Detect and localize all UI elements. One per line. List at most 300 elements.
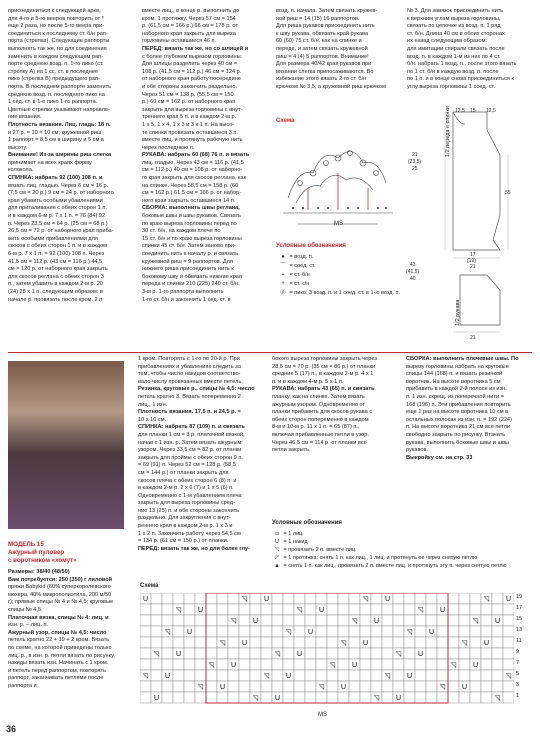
chart-cell bbox=[349, 692, 360, 703]
chart-cell bbox=[206, 637, 217, 648]
decrease-symbol: ◹ bbox=[395, 651, 402, 658]
row-number: 17 bbox=[516, 605, 523, 611]
bottom-column-2 bbox=[138, 356, 266, 562]
chart-cell bbox=[382, 604, 393, 615]
text-line: 30 ст. б/н, на каждом плече по bbox=[142, 228, 221, 235]
chart-cell bbox=[503, 659, 514, 670]
chart-cell bbox=[217, 626, 228, 637]
chart-cell bbox=[140, 637, 151, 648]
chart-cell bbox=[140, 692, 151, 703]
chart-cell bbox=[503, 615, 514, 626]
legend-item bbox=[272, 546, 532, 554]
chart-cell bbox=[371, 670, 382, 681]
chart-cell bbox=[305, 681, 316, 692]
model-number: МОДЕЛЬ 15 bbox=[8, 541, 44, 548]
chart-cell bbox=[327, 637, 338, 648]
text-line: планки прибавить для скосов рукава с bbox=[272, 409, 373, 416]
dim-side-3: 25 bbox=[412, 166, 418, 172]
sleeve-label: 1/2 рукава bbox=[455, 299, 461, 326]
text-line: переде, и затем связать кружевной bbox=[276, 45, 368, 52]
chart-cell bbox=[283, 604, 294, 615]
chart-cell bbox=[162, 593, 173, 604]
row-number: 19 bbox=[516, 594, 523, 600]
text-line: скосов с обеих сторон 1 п. и в каждом bbox=[8, 243, 108, 250]
dim-width-1: 17 bbox=[470, 252, 476, 258]
chart-cell bbox=[283, 681, 294, 692]
text-line: нижнего риша присоединить нить к bbox=[142, 266, 234, 273]
yarn-over-symbol: U bbox=[274, 695, 281, 702]
chart-cell bbox=[294, 692, 305, 703]
yarn-over-symbol: U bbox=[307, 629, 314, 636]
text-line: возд. п. в каждом 1-м из них по 4 ст. bbox=[407, 53, 501, 60]
chart-cell bbox=[294, 593, 305, 604]
dim-top-1: 12,5 bbox=[455, 108, 465, 114]
chart-cell bbox=[239, 692, 250, 703]
legend-text: = снять 1 п. как лиц., провязать 2 п. вместе лиц. и протянуть эту п. через снятую петлю bbox=[282, 563, 507, 569]
text-line: лиц. гладью. Через 43 см = 116 р. (41,5 bbox=[142, 159, 244, 166]
chart-cell bbox=[272, 670, 283, 681]
chart-cell bbox=[206, 681, 217, 692]
decrease-symbol: ◹ bbox=[318, 684, 325, 691]
chart-cell bbox=[283, 615, 294, 626]
text-line: возд. п. начала. Затем связать кружев- bbox=[276, 8, 378, 14]
decrease-symbol: ◹ bbox=[241, 596, 248, 603]
yarn-over-symbol: U bbox=[494, 618, 501, 625]
chart-cell bbox=[327, 626, 338, 637]
chart-cell bbox=[294, 615, 305, 626]
text-line: скосов плеча с обеих сторон 6 (8) п. и bbox=[138, 477, 237, 484]
bottom-column-4 bbox=[406, 356, 532, 468]
decrease-symbol: ◹ bbox=[252, 695, 259, 702]
text-line: бокого выреза горловины закрыть через bbox=[272, 356, 377, 362]
crochet-scheme bbox=[278, 128, 398, 233]
text-line: закрыть для выреза горловины с внут- bbox=[142, 106, 243, 113]
chart-cell bbox=[195, 648, 206, 659]
text-line: 3-м р. 1-го раппорта выполнить bbox=[142, 288, 224, 295]
chart-cell bbox=[470, 604, 481, 615]
chart-cell bbox=[228, 692, 239, 703]
text-line: через последнюю п. bbox=[142, 144, 195, 151]
yarn-over-symbol: U bbox=[472, 662, 479, 669]
text-line: Плотность вязания. 17,5 п. и 24,5 р. = bbox=[138, 409, 241, 416]
chart-cell bbox=[316, 626, 327, 637]
legend-text: = пико: 3 возд. п. и 1 соед. ст. в 1-ю возд. п. bbox=[288, 290, 401, 296]
chart-cell bbox=[360, 670, 371, 681]
text-line: см = 112 р.) 40 см = 108 р. от наборно- bbox=[142, 167, 243, 174]
text-line: связать по цепочке из возд. п. 1 ряд bbox=[407, 23, 501, 30]
text-line: рукавов. bbox=[406, 447, 429, 454]
text-line: ного края закрыть оставшиеся 14 п. bbox=[142, 197, 236, 204]
text-line: петель кратно 22 + 19 + 2 кром. Вязать bbox=[8, 637, 110, 644]
chart-cell bbox=[360, 659, 371, 670]
text-line: пико (стрелка В) предыдущего рап- bbox=[8, 76, 101, 83]
text-line: вместе лиц. и протянуть рабочую нить bbox=[142, 137, 243, 144]
yarn-over-symbol: U bbox=[296, 651, 303, 658]
chart-cell bbox=[448, 615, 459, 626]
dim-sleeve-bottom: 21 bbox=[470, 335, 476, 341]
chart-cell bbox=[151, 604, 162, 615]
chart-cell bbox=[140, 659, 151, 670]
chart-cell bbox=[151, 593, 162, 604]
text-line: на спинке. Через 58,5 см = 158 р. (60 bbox=[142, 182, 239, 189]
chart-cell bbox=[338, 626, 349, 637]
chart-cell bbox=[437, 615, 448, 626]
dim-body-3: 40 bbox=[410, 276, 416, 282]
chart-cell bbox=[250, 637, 261, 648]
decrease-symbol: ◹ bbox=[505, 673, 512, 680]
chart-cell bbox=[481, 681, 492, 692]
chart-cell bbox=[481, 626, 492, 637]
chart-cell bbox=[404, 659, 415, 670]
text-line: реннего края в каждом 2-м р. 1 х 3 и bbox=[138, 523, 233, 530]
text-line: кружевной риш = 9 раппортов. Для bbox=[142, 258, 233, 265]
chart-cell bbox=[448, 593, 459, 604]
text-line: Для шлицы разделить через 40 см = bbox=[142, 61, 237, 68]
legend-text: = возд. п. bbox=[288, 254, 314, 260]
chart-cell bbox=[173, 692, 184, 703]
text-line: по схеме, на которой приведены только bbox=[8, 644, 112, 651]
legend-item bbox=[278, 253, 403, 262]
chart-cell bbox=[184, 659, 195, 670]
text-line: ПЕРЕД: вязать так же, но для более глу- bbox=[138, 545, 251, 552]
yarn-over-symbol: U bbox=[362, 640, 369, 647]
row-number: 5 bbox=[516, 671, 520, 677]
chart-cell bbox=[327, 615, 338, 626]
chart-cell bbox=[415, 692, 426, 703]
chart-cell bbox=[217, 670, 228, 681]
yarn-over-symbol: U bbox=[461, 684, 468, 691]
text-line: пряжи Babykid (60% суперкоролевского bbox=[8, 584, 111, 591]
yarn-over-symbol: U bbox=[373, 618, 380, 625]
chart-cell bbox=[195, 615, 206, 626]
chart-cell bbox=[294, 681, 305, 692]
decrease-symbol: ◹ bbox=[351, 618, 358, 625]
chart-cell bbox=[239, 615, 250, 626]
text-line: в каждом 2-м р. 2 х 6 (7) и 1 х 5 (6) п. bbox=[138, 485, 234, 492]
chart-cell bbox=[437, 670, 448, 681]
chart-cell bbox=[426, 615, 437, 626]
decrease-symbol: ◹ bbox=[274, 651, 281, 658]
chart-cell bbox=[272, 659, 283, 670]
text-line: Внимание! Из-за ширины риш слегка bbox=[8, 152, 112, 159]
chart-cell bbox=[305, 637, 316, 648]
chart-cell bbox=[459, 604, 470, 615]
text-line: порта. В последнем раппорте заменить bbox=[8, 83, 112, 90]
chart-cell bbox=[261, 604, 272, 615]
chart-cell bbox=[426, 637, 437, 648]
text-line: 10 х 10 см. bbox=[138, 416, 167, 423]
text-line: избежание этого вязать 2-го ст. б/н bbox=[276, 76, 367, 83]
chart-cell bbox=[404, 648, 415, 659]
legend-item bbox=[272, 562, 532, 570]
top-scheme-ms-label: MS bbox=[334, 221, 343, 227]
bottom-column-3 bbox=[272, 356, 400, 466]
text-line: (7,5 см = 20 р.) 9 см = 24 р. от наборного bbox=[8, 190, 114, 197]
text-line: прибавить в каждой 2-й полосе из изн. bbox=[406, 386, 507, 393]
chart-cell bbox=[492, 648, 503, 659]
text-line: 41,5 см = 112 р. (43 см = 116 р.) 44,5 bbox=[8, 258, 103, 265]
chart-cell bbox=[415, 615, 426, 626]
text-line: раппорт, заканчивать петлями после bbox=[8, 675, 104, 682]
sizes-line: Размеры: 38/40 (48/50) bbox=[8, 569, 70, 575]
chart-cell bbox=[459, 626, 470, 637]
text-line: г); прямые спицы № 4 и № 4,5; круговые bbox=[8, 599, 114, 606]
chart-cell bbox=[228, 648, 239, 659]
chart-cell bbox=[162, 615, 173, 626]
text-line: вало числу провязанных вместе петель. bbox=[138, 378, 243, 385]
text-line: стрелку А) на 1 сс. ст. в последнее bbox=[8, 68, 98, 75]
chart-cell bbox=[393, 670, 404, 681]
chart-cell bbox=[140, 604, 151, 615]
legend-symbol: ● bbox=[281, 254, 285, 260]
text-line: начав с 1 изн. р. Затем вязать ажурным bbox=[138, 439, 242, 446]
text-line: порта (стрелка). Следующие раппорты bbox=[8, 38, 110, 45]
row-number: 9 bbox=[516, 649, 520, 655]
legend-symbol: + bbox=[281, 272, 285, 278]
text-line: переда и спинки 210 (225) 240 ст. б/н. bbox=[142, 281, 240, 288]
chart-cell bbox=[140, 648, 151, 659]
text-line: спицы № 4,5. bbox=[8, 606, 43, 613]
text-line: п., затем убавить в каждом 2-м р. 20 bbox=[8, 281, 103, 288]
chart-cell bbox=[360, 604, 371, 615]
chart-cell bbox=[382, 692, 393, 703]
yarn-over-symbol: U bbox=[395, 695, 402, 702]
chart-cell bbox=[162, 692, 173, 703]
top-column-3 bbox=[276, 8, 400, 98]
chart-cell bbox=[349, 681, 360, 692]
chart-cell bbox=[382, 637, 393, 648]
legend-text: = 1 протяжка: снять 1 п. как лиц., 1 лиц. и протянуть ее через снятую петлю bbox=[282, 555, 478, 561]
chart-cell bbox=[481, 659, 492, 670]
pattern-schematic bbox=[405, 100, 535, 340]
chart-title: Схема bbox=[140, 583, 159, 589]
legend-text: = 1 накид bbox=[282, 539, 308, 545]
text-line: = 69 (91) п. Через 52 см = 128 р. (58,5 bbox=[138, 462, 236, 469]
chart-cell bbox=[217, 659, 228, 670]
chart-cell bbox=[503, 681, 514, 692]
chart-cell bbox=[261, 681, 272, 692]
text-line: начале р. провязать после кром. 2 п. bbox=[8, 296, 104, 303]
text-line: остальных полосах из изн. п. = 192 (224) bbox=[406, 416, 512, 423]
dim-width-2: (19) bbox=[467, 258, 476, 264]
text-line: см = 162 р.) 61,5 см = 166 р. от набор- bbox=[142, 190, 242, 197]
chart-cell bbox=[184, 648, 195, 659]
page-number: 36 bbox=[6, 724, 17, 734]
row-number: 13 bbox=[516, 627, 523, 633]
text-line: еще 2 раза, но после 5-го веера при- bbox=[8, 23, 105, 30]
chart-cell bbox=[272, 604, 283, 615]
legend-symbol: ⌒ bbox=[280, 263, 286, 269]
text-line: ной риш = 14 (15) 16 раппортов. bbox=[276, 15, 360, 22]
bottom-legend-title: Условные обозначения bbox=[272, 520, 342, 526]
decrease-symbol: ◹ bbox=[329, 662, 336, 669]
chart-cell bbox=[151, 681, 162, 692]
legend-item bbox=[278, 271, 403, 280]
text-line: наборного края закрыть для выреза bbox=[142, 30, 236, 37]
chart-cell bbox=[470, 670, 481, 681]
text-line: СПИНКА: набрать 87 (109) п. и связать bbox=[138, 424, 245, 431]
chart-cell bbox=[228, 681, 239, 692]
dim-side-2: (23,5) bbox=[408, 159, 422, 165]
text-line: РУКАВА: набрать 43 (65) п. и связать bbox=[272, 386, 375, 393]
chart-cell bbox=[404, 681, 415, 692]
yarn-over-symbol: U bbox=[505, 596, 512, 603]
text-line: горловины оставшиеся 46 п. bbox=[142, 38, 217, 45]
chart-cell bbox=[228, 604, 239, 615]
yarn-over-symbol: U bbox=[406, 673, 413, 680]
text-line: присоединиться к следующей арке, bbox=[8, 8, 101, 14]
chart-cell bbox=[426, 648, 437, 659]
yarn-over-symbol: U bbox=[428, 629, 435, 636]
chart-cell bbox=[261, 637, 272, 648]
chart-cell bbox=[206, 626, 217, 637]
chart-cell bbox=[437, 692, 448, 703]
chart-cell bbox=[151, 637, 162, 648]
row-number: 3 bbox=[516, 682, 520, 688]
yarn-over-symbol: U bbox=[219, 684, 226, 691]
text-line: 168 (196) п. Эти прибавления повторить bbox=[406, 401, 511, 408]
decrease-symbol: ◹ bbox=[384, 673, 391, 680]
yarn-over-symbol: U bbox=[153, 695, 160, 702]
section-divider bbox=[8, 352, 532, 353]
text-line: 6-м р. 7 х 1 п. = 92 (100) 108 п. Через bbox=[8, 251, 105, 257]
chart-cell bbox=[459, 648, 470, 659]
chart-cell bbox=[305, 604, 316, 615]
yarn-over-symbol: U bbox=[241, 640, 248, 647]
text-line: = 134 р. (61 см = 150 р.) от планки. bbox=[138, 538, 229, 545]
text-line: спицы 144 (168) п. и вязать резинкой bbox=[406, 371, 503, 378]
chart-cell bbox=[492, 593, 503, 604]
yarn-over-symbol: U bbox=[175, 651, 182, 658]
chart-cell bbox=[360, 692, 371, 703]
text-line: го края закрыть для скосов реглана, как bbox=[142, 175, 247, 182]
chart-cell bbox=[173, 637, 184, 648]
text-line: 1 х 2 п. Закончить работу через 54,5 см bbox=[138, 530, 241, 537]
legend-symbol: † bbox=[281, 281, 285, 287]
text-line: 1 х 5, 1 х 4, 1 х 3 и 3 х 1 п. На высо- bbox=[142, 121, 235, 128]
decrease-symbol: ◹ bbox=[142, 673, 149, 680]
text-line: петель кратно 3. Вязать попеременно 2 bbox=[138, 393, 241, 400]
chart-cell bbox=[206, 604, 217, 615]
chart-cell bbox=[305, 659, 316, 670]
chart-cell bbox=[426, 659, 437, 670]
text-line: боковому шву и обвязать нижние края bbox=[142, 273, 242, 280]
chart-cell bbox=[316, 692, 327, 703]
legend-item bbox=[272, 530, 532, 538]
text-line: те спинки провязать оставшиеся 3 п. bbox=[142, 129, 238, 136]
legend-text: = ст. б/н bbox=[288, 272, 310, 278]
text-line: Для размера 40/42 края рукавов при bbox=[276, 61, 372, 68]
decrease-symbol: ◹ bbox=[417, 607, 424, 614]
chart-cell bbox=[503, 692, 514, 703]
chart-cell bbox=[492, 637, 503, 648]
chart-cell bbox=[470, 692, 481, 703]
chart-cell bbox=[316, 670, 327, 681]
text-line: раздельно. Для закругления с внут- bbox=[138, 515, 231, 522]
chart-cell bbox=[338, 604, 349, 615]
decrease-symbol: ◹ bbox=[362, 596, 369, 603]
text-line: п. Через 23,5 см = 64 р. (25 см = 68 р.) bbox=[8, 220, 108, 227]
text-line: Плотность вязания. Лиц. гладь: 18 п. bbox=[8, 121, 111, 128]
text-line: ние вязания. bbox=[8, 114, 42, 121]
legend-symbol: ▭ bbox=[274, 531, 280, 537]
yarn-over-symbol: U bbox=[142, 596, 149, 603]
text-line: заменить в каждом следующем рап- bbox=[8, 53, 104, 60]
chart-cell bbox=[283, 637, 294, 648]
text-line: риш = 4 (4) 5 раппортов. Внимание! bbox=[276, 53, 369, 60]
chart-cell bbox=[151, 626, 162, 637]
yarn-over-symbol: U bbox=[186, 629, 193, 636]
top-column-1 bbox=[8, 8, 136, 338]
text-line: р.) 60 см = 162 р. от наборного края bbox=[142, 99, 236, 106]
chart-cell bbox=[217, 593, 228, 604]
chart-cell bbox=[437, 593, 448, 604]
chart-cell bbox=[173, 670, 184, 681]
top-column-2 bbox=[142, 8, 270, 338]
chart-cell bbox=[492, 670, 503, 681]
legend-symbol: ▲ bbox=[274, 563, 280, 569]
chart-cell bbox=[415, 593, 426, 604]
yarn-over-symbol: U bbox=[483, 640, 490, 647]
chart-cell bbox=[503, 648, 514, 659]
text-line: лиц., 1 изн. bbox=[138, 401, 168, 408]
chart-cell bbox=[338, 593, 349, 604]
legend-text: = 1 лиц. bbox=[282, 531, 304, 537]
text-line: б/н. набрать 1 возд. п., после этого вязать bbox=[407, 61, 517, 68]
text-line: по 1 ст. б/н в каждую возд. п. после bbox=[407, 68, 499, 75]
text-line: для имитации спирали связать после bbox=[407, 45, 505, 52]
dim-side-1: 21 bbox=[412, 152, 418, 158]
text-line: углу выреза горловины 1 соед. ст. bbox=[407, 83, 496, 90]
yarn-over-symbol: U bbox=[417, 651, 424, 658]
chart-cell bbox=[206, 648, 217, 659]
decrease-symbol: ◹ bbox=[439, 684, 446, 691]
chart-cell bbox=[470, 593, 481, 604]
chart-cell bbox=[305, 648, 316, 659]
model-title-line2: с воротником «хомут» bbox=[8, 557, 77, 564]
yarn-over-symbol: U bbox=[285, 673, 292, 680]
legend-item bbox=[278, 280, 403, 289]
text-line: см = 120 р. от наборного края закрыть bbox=[8, 266, 108, 273]
text-line: 1 раппорт = 8,5 см в ширину и 5 см в bbox=[8, 137, 104, 144]
decrease-symbol: ◹ bbox=[483, 596, 490, 603]
text-line: и в каждом 6-м р. 7 х 1 п. = 76 (84) 92 bbox=[8, 213, 106, 220]
chart-cell bbox=[261, 648, 272, 659]
text-line: для скосов реглана с обеих сторон 3 bbox=[8, 273, 104, 280]
decrease-symbol: ◹ bbox=[164, 629, 171, 636]
text-line: рукава, выполнить боковые швы и швы bbox=[406, 439, 509, 446]
chart-cell bbox=[404, 615, 415, 626]
legend-item bbox=[272, 554, 532, 562]
chart-cell bbox=[448, 670, 459, 681]
text-line: спинки 45 ст. б/н. Затем заново при- bbox=[142, 243, 236, 250]
chart-cell bbox=[305, 692, 316, 703]
text-line: Через 51 см = 138 р. (55,5 см = 150 bbox=[142, 91, 234, 98]
chart-cell bbox=[415, 670, 426, 681]
text-line: с более глубоким вырезом горловины. bbox=[142, 53, 243, 60]
chart-cell bbox=[481, 692, 492, 703]
chart-cell bbox=[294, 637, 305, 648]
text-line: прибавлениях и убавлениях следить за bbox=[138, 363, 241, 370]
chart-cell bbox=[195, 670, 206, 681]
chart-cell bbox=[459, 615, 470, 626]
chart-cell bbox=[173, 659, 184, 670]
chart-cell bbox=[338, 648, 349, 659]
text-line: п. На высоте воротника 21 см все петли bbox=[406, 424, 511, 431]
chart-cell bbox=[250, 659, 261, 670]
chart-cell bbox=[250, 670, 261, 681]
chart-cell bbox=[173, 626, 184, 637]
